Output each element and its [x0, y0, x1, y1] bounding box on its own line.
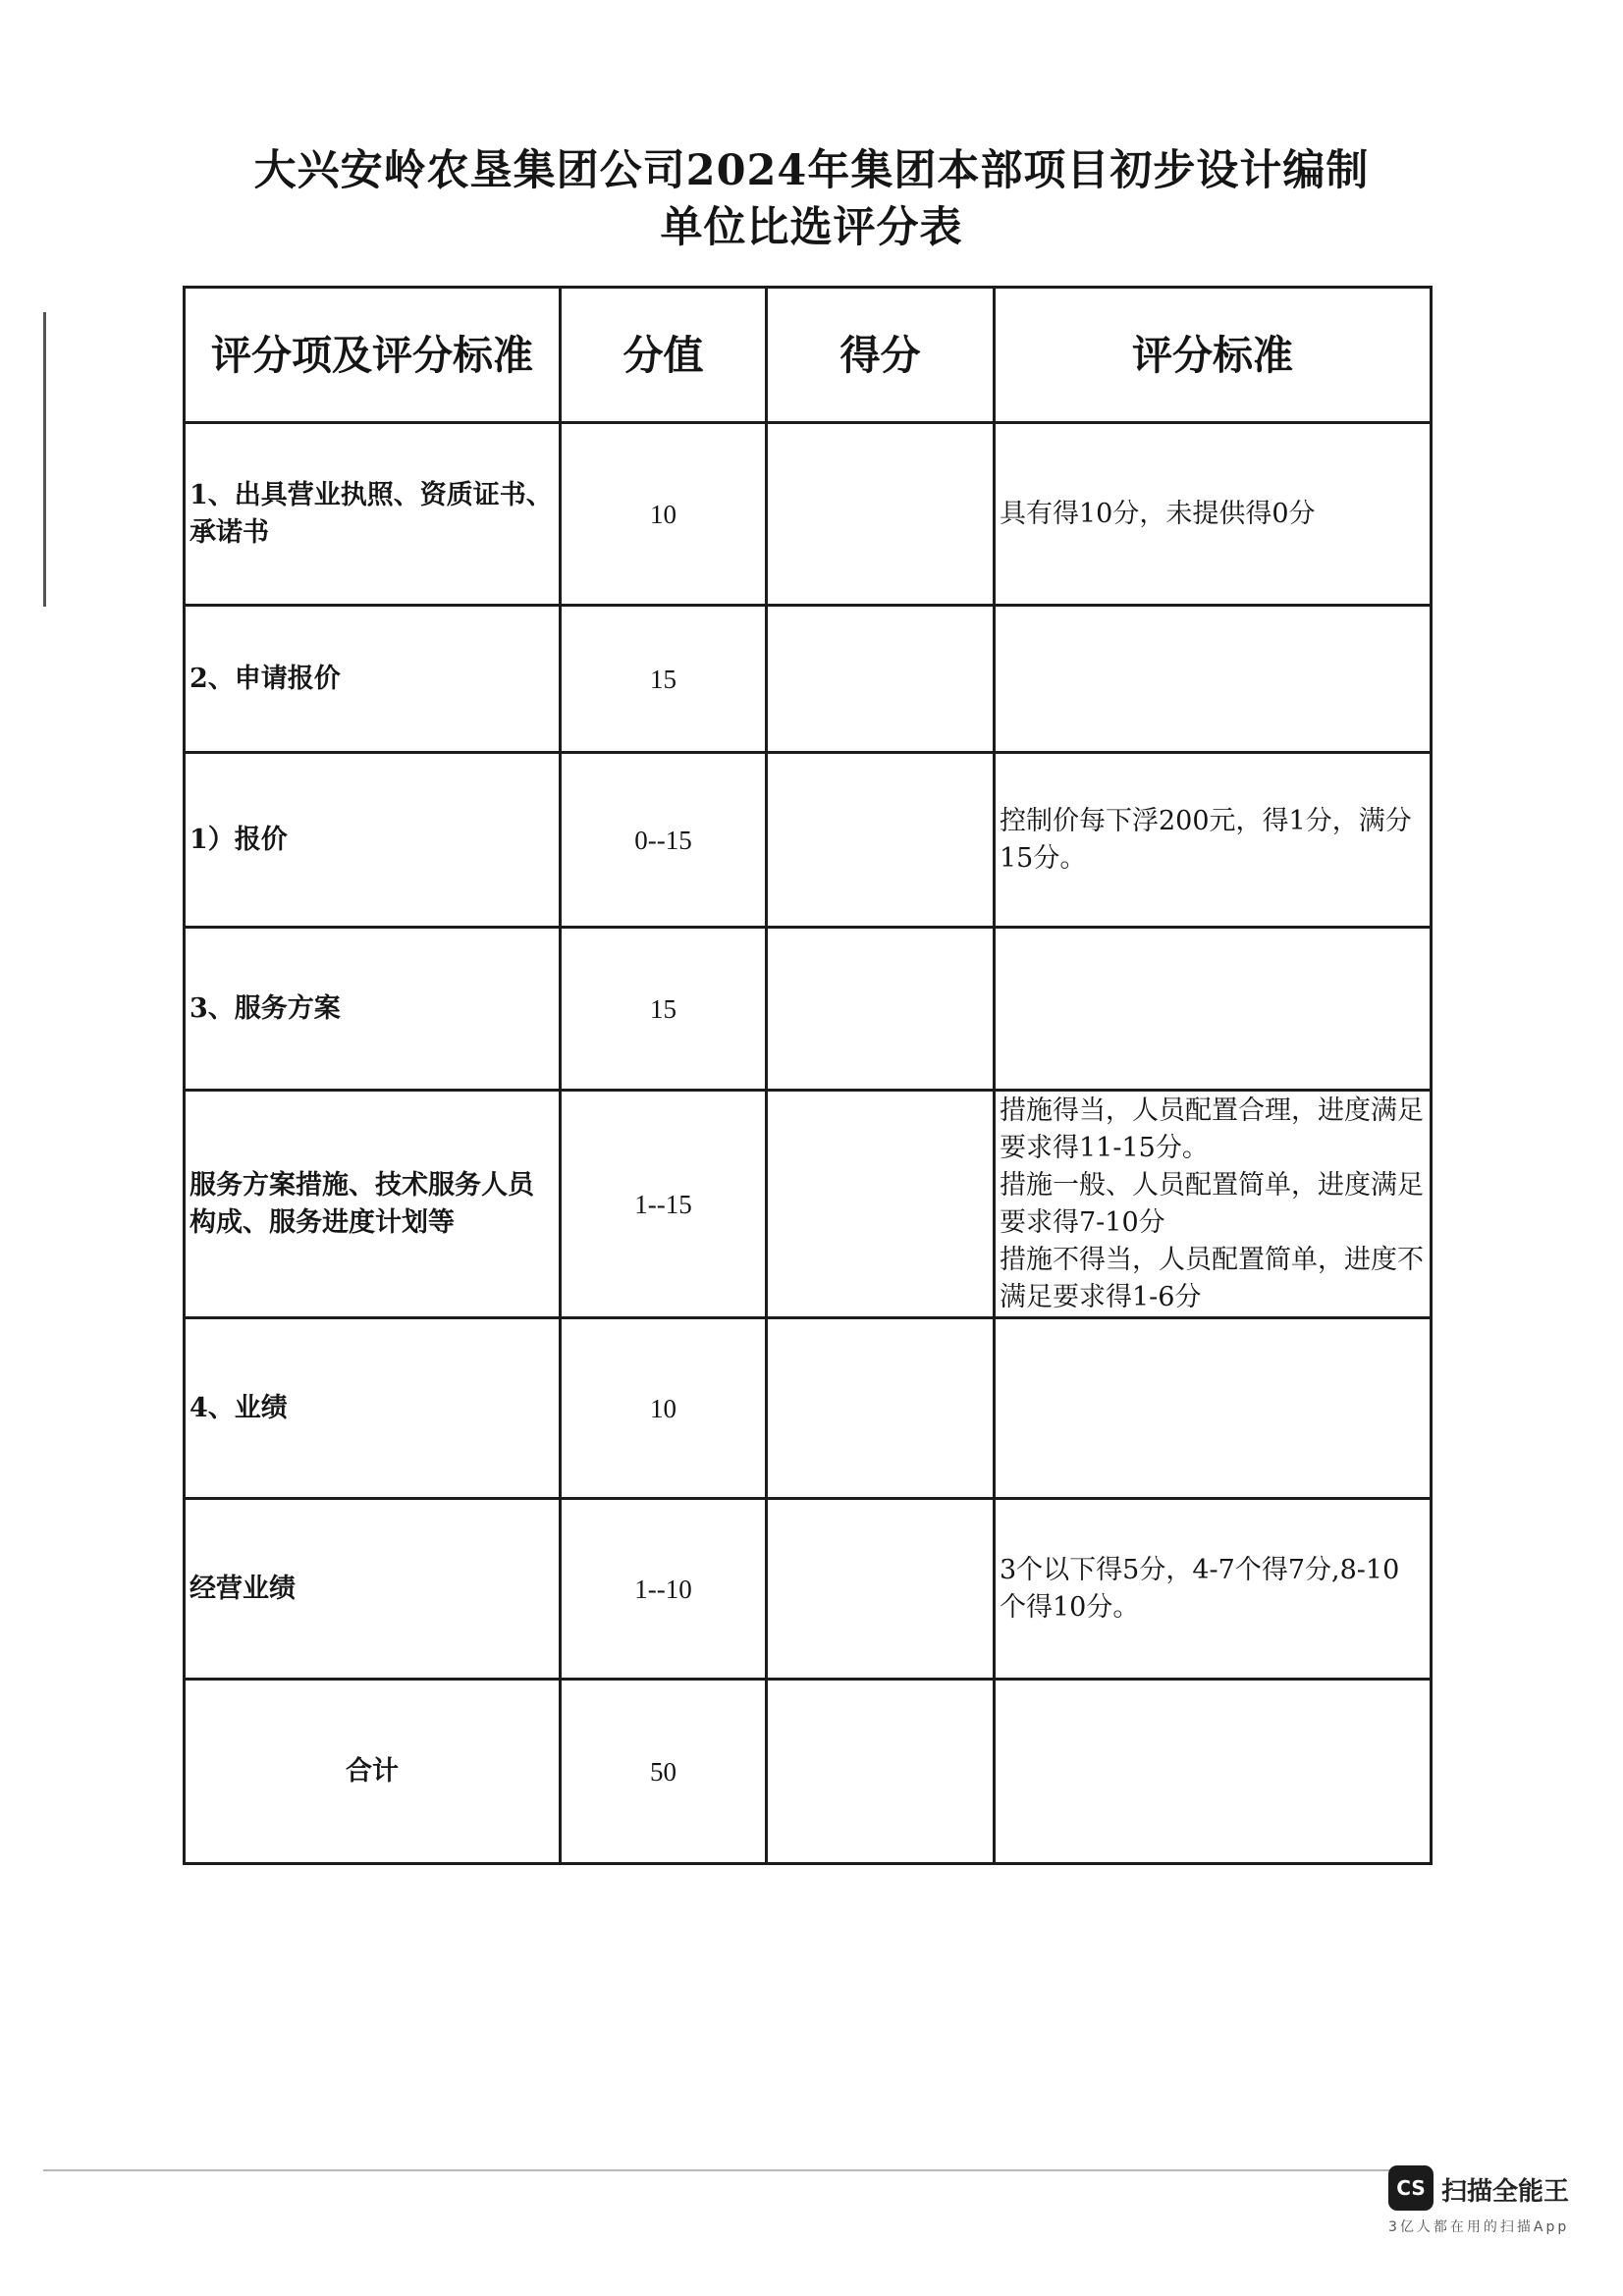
scoring-table: [183, 286, 1433, 1865]
row-value: 1--10: [561, 1499, 767, 1680]
row-item: 经营业绩: [185, 1499, 561, 1680]
table-row: [185, 1499, 1432, 1680]
total-row: [185, 1680, 1432, 1864]
row-criteria: [995, 1091, 1432, 1318]
header-score: 得分: [767, 288, 995, 423]
criteria-line: 措施不得当，人员配置简单，进度不满足要求得1-6分: [1000, 1244, 1424, 1312]
row-criteria: [995, 1499, 1432, 1680]
scanner-watermark: [1388, 2165, 1602, 2235]
total-score-input[interactable]: [767, 1680, 995, 1864]
table-row: [185, 606, 1432, 753]
table-row: [185, 753, 1432, 928]
criteria-line: 措施得当，人员配置合理，进度满足要求得11-15分。: [1000, 1095, 1424, 1163]
row-value: 0--15: [561, 753, 767, 928]
row-value: 15: [561, 928, 767, 1091]
row-value: 10: [561, 423, 767, 606]
row-item: 3、服务方案: [185, 928, 561, 1091]
scanner-logo-icon: CS: [1388, 2165, 1434, 2211]
scanner-app-name: 扫描全能王: [1441, 2177, 1570, 2207]
row-score-input[interactable]: [767, 423, 995, 606]
header-item: 评分项及评分标准: [185, 288, 561, 423]
row-criteria: [995, 753, 1432, 928]
row-score-input[interactable]: [767, 753, 995, 928]
row-item: 4、业绩: [185, 1318, 561, 1499]
criteria-line: 具有得10分，未提供得0分: [1000, 498, 1316, 529]
table-row: [185, 1091, 1432, 1318]
row-value: 1--15: [561, 1091, 767, 1318]
criteria-line: 3个以下得5分，4-7个得7分,8-10个得10分。: [1000, 1554, 1400, 1623]
row-criteria: [995, 1318, 1432, 1499]
document-title-line1: 大兴安岭农垦集团公司2024年集团本部项目初步设计编制: [253, 146, 1370, 195]
header-row: [185, 288, 1432, 423]
row-criteria: [995, 928, 1432, 1091]
row-criteria: [995, 606, 1432, 753]
total-criteria: [995, 1680, 1432, 1864]
footer-rule: [43, 2169, 1428, 2171]
scanner-tagline: 3亿人都在用的扫描App: [1388, 2219, 1570, 2235]
total-label: 合计: [185, 1680, 561, 1864]
row-score-input[interactable]: [767, 928, 995, 1091]
table-row: [185, 1318, 1432, 1499]
scan-margin-mark: [43, 312, 46, 607]
total-value: 50: [561, 1680, 767, 1864]
row-score-input[interactable]: [767, 1318, 995, 1499]
row-value: 10: [561, 1318, 767, 1499]
header-criteria: 评分标准: [995, 288, 1432, 423]
row-score-input[interactable]: [767, 606, 995, 753]
header-value: 分值: [561, 288, 767, 423]
row-score-input[interactable]: [767, 1499, 995, 1680]
document-title-line2: 单位比选评分表: [660, 203, 963, 252]
table-row: [185, 423, 1432, 606]
table-row: [185, 928, 1432, 1091]
row-value: 15: [561, 606, 767, 753]
row-item: 1、出具营业执照、资质证书、承诺书: [185, 423, 561, 606]
criteria-line: 措施一般、人员配置简单，进度满足要求得7-10分: [1000, 1169, 1424, 1238]
row-score-input[interactable]: [767, 1091, 995, 1318]
criteria-line: 控制价每下浮200元，得1分，满分15分。: [1000, 805, 1412, 874]
row-item: 2、申请报价: [185, 606, 561, 753]
row-item: 1）报价: [185, 753, 561, 928]
row-item: 服务方案措施、技术服务人员构成、服务进度计划等: [185, 1091, 561, 1318]
row-criteria: [995, 423, 1432, 606]
